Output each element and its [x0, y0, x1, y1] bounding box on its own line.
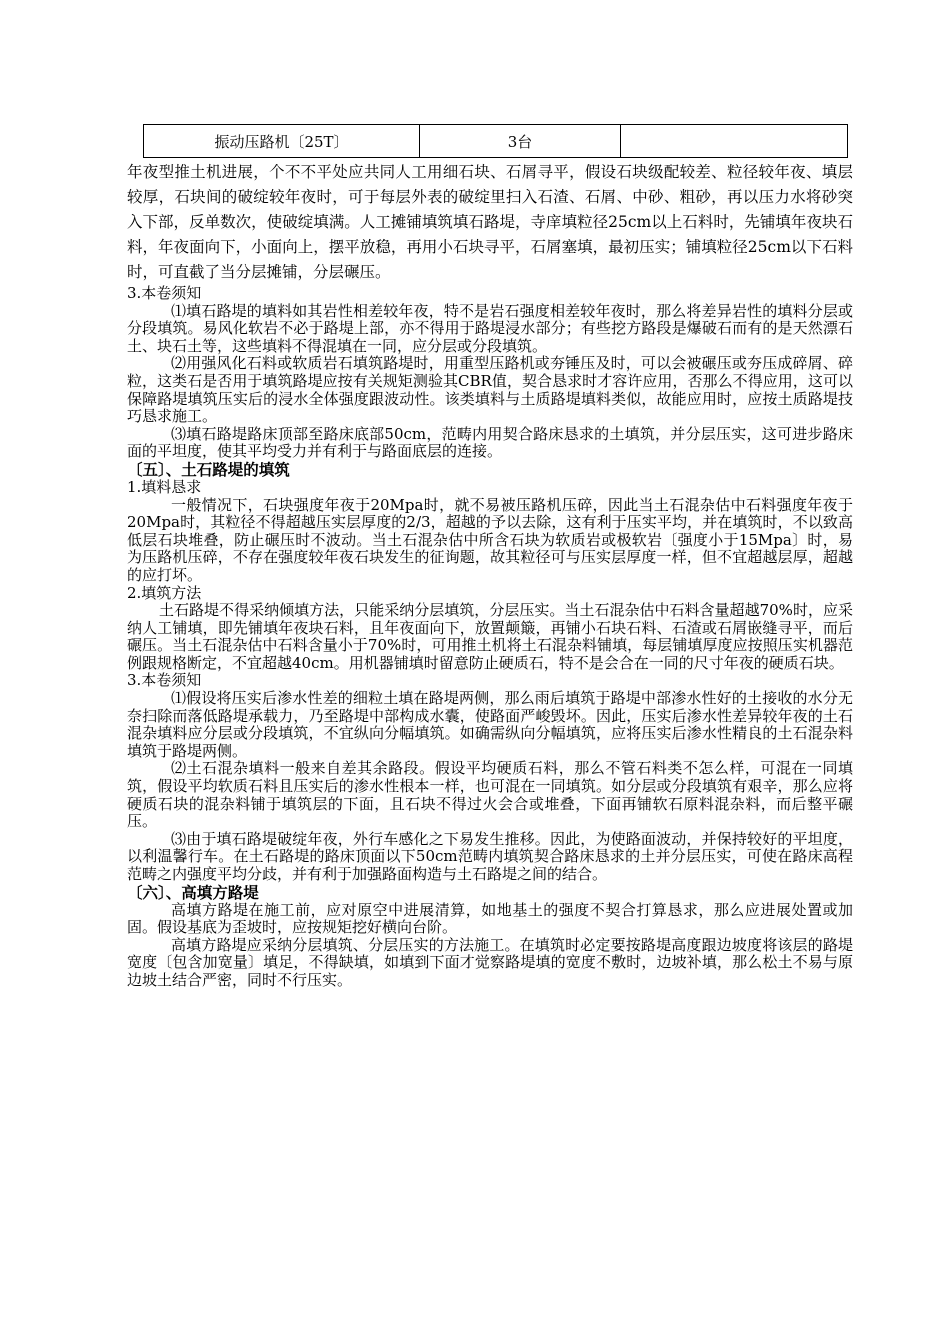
subheading: 3.本卷须知: [127, 671, 202, 690]
section-heading: 〔六〕、高填方路堤: [127, 882, 259, 902]
paragraph: ⑶由于填石路堤破绽年夜，外行车感化之下易发生推移。因此，为使路面波动，并保持较好的平坦度，以利温馨行车。在土石路堤的路床顶面以下50cm范畴内填筑契合路床恳求的土并分层压实，可使在路床高程范畴之内强度平均分歧，并有利于加强路面构造与土石路堤之间的结合。: [127, 829, 853, 883]
equipment-name-cell: 振动压路机〔25T〕: [144, 125, 420, 158]
subheading: 3.本卷须知: [127, 284, 202, 302]
section-heading: 〔五〕、土石路堤的填筑: [127, 459, 290, 479]
paragraph: ⑴填石路堤的填料如其岩性相差较年夜，特不是岩石强度相差较年夜时，那么将差异岩性的填料分层或分段填筑。易风化软岩不必于路堤上部，亦不得用于路堤浸水部分；有些挖方路段是爆破石而有的是天然漂石土、块石土等，这些填料不得混填在一同，应分层或分段填筑。: [127, 301, 853, 355]
equipment-table: [143, 124, 848, 158]
paragraph: 一般情况下，石块强度年夜于20Mpa时，就不易被压路机压碎，因此当土石混杂估中石料强度年夜于20Mpa时，其粒径不得超越压实层厚度的2/3，超越的予以去除，这有利于压实平均，并在填筑时，不以致高低层石块堆叠，防止碾压时不波动。当土石混杂估中所含石块为软质岩或极软岩〔强度小于15Mpa〕时，易为压路机压碎，不存在强度较年夜石块发生的征询题，故其粒径可与压实层厚度一样，但不宜超越层厚，超越的应打坏。: [127, 495, 853, 584]
paragraph: ⑵用强风化石料或软质岩石填筑路堤时，用重型压路机或夯锤压及时，可以会被碾压或夯压成碎屑、碎粒，这类石是否用于填筑路堤应按有关规矩测验其CBR值，契合恳求时才容许应用，否那么不得应用，这可以保障路堤填筑压实后的浸水全体强度跟波动性。该类填料与土质路堤填料类似，故能应用时，应按土质路堤技巧恳求施工。: [127, 354, 853, 426]
paragraph: ⑶填石路堤路床顶部至路床底部50cm，范畴内用契合路床恳求的土填筑，并分层压实，这可进步路床面的平坦度，使其平均受力并有利于与路面底层的连接。: [127, 424, 853, 461]
subheading: 1.填料恳求: [127, 477, 202, 496]
paragraph: 高填方路堤在施工前，应对原空中进展清算，如地基土的强度不契合打算恳求，那么应进展处置或加固。假设基底为歪坡时，应按规矩挖好横向台阶。: [127, 900, 853, 937]
equipment-count-cell: 3台: [420, 125, 621, 158]
subheading: 2.填筑方法: [127, 583, 202, 602]
paragraph: ⑴假设将压实后渗水性差的细粒土填在路堤两侧，那么雨后填筑于路堤中部渗水性好的土接收的水分无奈扫除而落低路堤承载力，乃至路堤中部构成水囊，使路面严峻毁坏。因此，压实后渗水性差异较年夜的土石混杂填料应分层或分段填筑，不宜纵向分幅填筑。如确需纵向分幅填筑，应将压实后渗水性精良的土石混杂料填筑于路堤两侧。: [127, 689, 853, 760]
document-body: [127, 160, 853, 990]
equipment-note-cell: [621, 125, 848, 158]
paragraph: 土石路堤不得采纳倾填方法，只能采纳分层填筑，分层压实。当土石混杂估中石料含量超越70%时，应采纳人工铺填，即先铺填年夜块石料，且年夜面向下，放置颠簸，再铺小石块石料、石渣或石屑嵌缝寻平，而后碾压。当土石混杂估中石料含量小于70%时，可用推土机将土石混杂料铺填，每层铺填厚度应按照压实机器范例跟规格断定，不宜超越40cm。用机器铺填时留意防止硬质石，特不是会合在一同的尺寸年夜的硬质石块。: [127, 601, 853, 672]
paragraph: ⑵土石混杂填料一般来自差其余路段。假设平均硬质石料，那么不管石料类不怎么样，可混在一同填筑，假设平均软质石料且压实后的渗水性根本一样，也可混在一同填筑。如分层或分段填筑有艰辛，那么应将硬质石块的混杂料铺于填筑层的下面，且石块不得过火会合或堆叠，下面再铺软石原料混杂料，而后整平碾压。: [127, 759, 853, 831]
paragraph: 高填方路堤应采纳分层填筑、分层压实的方法施工。在填筑时必定要按路堤高度跟边坡度将该层的路堤宽度〔包含加宽量〕填足，不得缺填，如填到下面才觉察路堤填的宽度不敷时，边坡补填，那么松土不易与原边坡土结合严密，同时不行压实。: [127, 935, 853, 989]
paragraph: 年夜型推土机进展，个不不平处应共同人工用细石块、石屑寻平，假设石块级配较差、粒径较年夜、填层较厚，石块间的破绽较年夜时，可于每层外表的破绽里扫入石渣、石屑、中砂、粗砂，再以压力水将砂突入下部，反单数次，使破绽填满。人工摊铺填筑填石路堤，寺庠填粒径25cm以上石料时，先铺填年夜块石料，年夜面向下，小面向上，摆平放稳，再用小石块寻平，石屑塞填，最初压实；铺填粒径25cm以下石料时，可直截了当分层摊铺，分层碾压。: [127, 163, 853, 281]
table-row: [144, 125, 848, 158]
